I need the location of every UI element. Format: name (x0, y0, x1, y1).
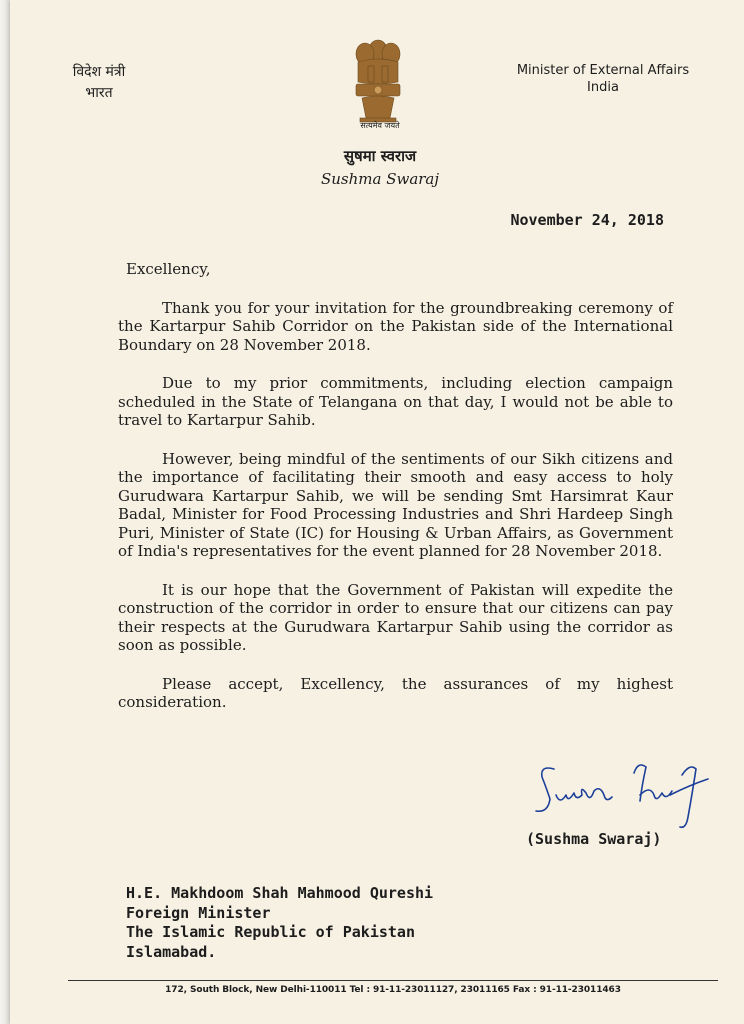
emblem-motto: सत्यमेव जयते (360, 121, 400, 130)
paragraph-1: Thank you for your invitation for the groundbreaking ceremony of the Kartarpur Sahib Corridor on the Pakistan side of the International Boundary on 28 November 2018. (118, 298, 673, 354)
sender-name-english: Sushma Swaraj (320, 170, 440, 188)
english-designation (508, 62, 698, 96)
closing-line: Please accept, Excellency, the assurances of my highest consideration. (118, 674, 673, 711)
letter-body (118, 260, 673, 712)
english-designation-line2: India (587, 80, 619, 95)
footer-address: 172, South Block, New Delhi-110011 Tel : 91-11-23011127, 23011165 Fax : 91-11-23011463 (165, 985, 621, 995)
hindi-designation-line2: भारत (85, 85, 113, 101)
addressee-name: H.E. Makhdoom Shah Mahmood Qureshi (126, 884, 434, 902)
signatory-name: (Sushma Swaraj) (526, 830, 662, 848)
sender-name-hindi: सुषमा स्वराज (343, 147, 417, 165)
letter-date: November 24, 2018 (510, 211, 664, 229)
footer-divider (68, 980, 718, 981)
paragraph-3: However, being mindful of the sentiments of our Sikh citizens and the importance of facilitating their smooth and easy access to holy Gurudwara Kartarpur Sahib, we will be sending Smt Harsimrat Kaur Badal, Minister for Food Processing Industries and Shri Hardeep Singh Puri, Minister of State (IC) for Housing & Urban Affairs, as Government of India's representatives for the event planned for 28 November 2018. (118, 449, 673, 560)
hindi-designation (64, 62, 134, 104)
letter-sheet (10, 0, 744, 1024)
hindi-designation-line1: विदेश मंत्री (72, 64, 126, 80)
addressee-city: Islamabad. (126, 942, 217, 961)
salutation: Excellency, (126, 260, 211, 278)
addressee-country: The Islamic Republic of Pakistan (126, 923, 415, 941)
addressee-title: Foreign Minister (126, 903, 271, 922)
paragraph-4: It is our hope that the Government of Pakistan will expedite the construction of the corridor in order to ensure that our citizens can pay their respects at the Gurudwara Kartarpur Sahib using the corridor as soon as possible. (118, 580, 673, 654)
english-designation-line1: Minister of External Affairs (516, 63, 690, 78)
paragraph-2: Due to my prior commitments, including election campaign scheduled in the State of Telangana on that day, I would not be able to travel to Kartarpur Sahib. (118, 374, 673, 429)
page-edge (0, 0, 10, 1024)
addressee-block (126, 884, 433, 962)
